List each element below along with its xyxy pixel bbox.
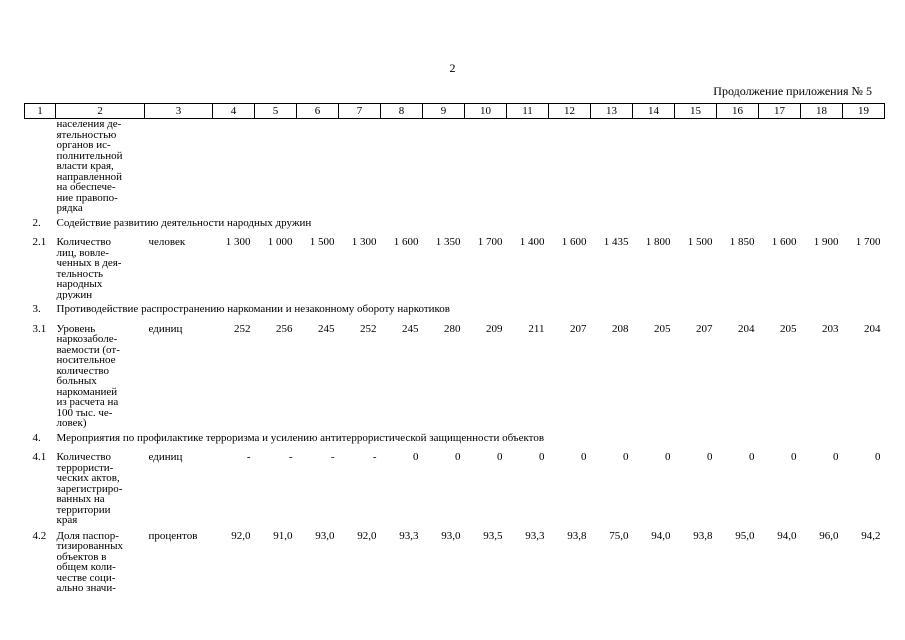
value-cell: 203 — [822, 322, 839, 335]
value-cell — [507, 119, 549, 214]
value-cell: 211 — [528, 322, 545, 335]
value-cell: 93,8 — [567, 529, 587, 542]
value-cell: 1 000 — [267, 236, 293, 248]
value-cell: 1 500 — [309, 236, 335, 248]
value-cell — [255, 119, 297, 214]
section-row — [25, 214, 885, 233]
value-cell: 0 — [581, 451, 587, 463]
header-cell: 7 — [339, 104, 381, 119]
value-cell: 252 — [360, 322, 377, 335]
value-cell — [297, 119, 339, 214]
value-cell: 0 — [497, 451, 503, 463]
value-cell: 0 — [749, 451, 755, 463]
value-cell — [591, 119, 633, 214]
unit: единиц — [148, 451, 183, 463]
value-cell: 0 — [833, 451, 839, 463]
value-cell: 95,0 — [735, 529, 755, 542]
value-cell: 1 300 — [351, 236, 377, 248]
header-cell: 14 — [633, 104, 675, 119]
indicator-name: Количество террористи- ческих актов, зарегистриро- ванных на территории края — [56, 451, 123, 526]
page-number: 2 — [449, 61, 456, 75]
header-cell: 8 — [381, 104, 423, 119]
header-cell: 18 — [801, 104, 843, 119]
value-cell: - — [246, 451, 251, 463]
value-cell: 1 700 — [855, 236, 881, 248]
value-cell: - — [288, 451, 293, 463]
value-cell: 0 — [413, 451, 419, 463]
row-number: 3. — [32, 303, 41, 315]
value-cell: 245 — [318, 322, 335, 335]
value-cell: 1 600 — [393, 236, 419, 248]
header-cell: 2 — [56, 104, 145, 119]
value-cell: 92,0 — [357, 529, 377, 542]
indicator-name: Уровень наркозаболе- ваемости (от- носительное количество больных наркоманией из расчета на 100 тыс. че- ловек) — [56, 322, 120, 429]
value-cell — [633, 119, 675, 214]
unit: процентов — [148, 529, 198, 542]
value-cell: - — [372, 451, 377, 463]
value-cell: 0 — [539, 451, 545, 463]
value-cell: 1 350 — [435, 236, 461, 248]
indicator-name: Доля паспор- тизированных объектов в общем коли- честве соци- ально значи- — [56, 529, 124, 594]
table-row — [25, 119, 885, 214]
value-cell — [801, 119, 843, 214]
unit — [145, 119, 213, 214]
row-number — [25, 119, 56, 214]
table-row — [25, 526, 885, 594]
indicators-table — [24, 103, 885, 594]
header-cell: 15 — [675, 104, 717, 119]
value-cell: 93,3 — [399, 529, 419, 542]
row-number: 2. — [32, 216, 41, 229]
header-cell: 10 — [465, 104, 507, 119]
value-cell: 92,0 — [231, 529, 251, 542]
value-cell: 0 — [665, 451, 671, 463]
value-cell: 1 500 — [687, 236, 713, 248]
value-cell: 93,8 — [693, 529, 713, 542]
section-title: Мероприятия по профилактике терроризма и усилению антитеррористической защищенности объектов — [56, 431, 545, 444]
header-cell: 5 — [255, 104, 297, 119]
row-number: 4.1 — [32, 451, 47, 463]
value-cell — [717, 119, 759, 214]
value-cell: 91,0 — [273, 529, 293, 542]
value-cell: 1 300 — [225, 236, 251, 248]
value-cell: - — [330, 451, 335, 463]
section-title: Противодействие распространению наркомании и незаконному обороту наркотиков — [56, 303, 451, 315]
value-cell: 1 600 — [561, 236, 587, 248]
value-cell — [675, 119, 717, 214]
value-cell: 245 — [402, 322, 419, 335]
value-cell: 204 — [864, 322, 881, 335]
row-number: 2.1 — [32, 236, 47, 248]
section-row — [25, 300, 885, 319]
value-cell: 209 — [486, 322, 503, 335]
unit: единиц — [148, 322, 183, 335]
value-cell — [759, 119, 801, 214]
value-cell: 0 — [791, 451, 797, 463]
header-cell: 17 — [759, 104, 801, 119]
header-cell: 11 — [507, 104, 549, 119]
value-cell: 0 — [455, 451, 461, 463]
table-row — [25, 232, 885, 300]
value-cell — [213, 119, 255, 214]
value-cell: 94,0 — [651, 529, 671, 542]
row-number: 3.1 — [32, 322, 47, 335]
value-cell: 204 — [738, 322, 755, 335]
header-cell: 12 — [549, 104, 591, 119]
table-header-row — [25, 104, 885, 119]
header-cell: 19 — [843, 104, 885, 119]
header-cell: 6 — [297, 104, 339, 119]
value-cell — [381, 119, 423, 214]
value-cell — [549, 119, 591, 214]
value-cell: 94,2 — [861, 529, 881, 542]
row-number: 4. — [32, 431, 41, 444]
header-cell: 3 — [145, 104, 213, 119]
value-cell: 93,0 — [315, 529, 335, 542]
value-cell: 0 — [623, 451, 629, 463]
value-cell — [339, 119, 381, 214]
header-cell: 13 — [591, 104, 633, 119]
value-cell: 208 — [612, 322, 629, 335]
value-cell: 75,0 — [609, 529, 629, 542]
value-cell: 93,5 — [483, 529, 503, 542]
value-cell: 1 900 — [813, 236, 839, 248]
table-row — [25, 319, 885, 429]
header-cell: 1 — [25, 104, 56, 119]
header-cell: 16 — [717, 104, 759, 119]
header-cell: 4 — [213, 104, 255, 119]
value-cell: 1 435 — [603, 236, 629, 248]
value-cell: 1 800 — [645, 236, 671, 248]
value-cell: 93,3 — [525, 529, 545, 542]
value-cell: 205 — [654, 322, 671, 335]
value-cell — [423, 119, 465, 214]
value-cell: 1 600 — [771, 236, 797, 248]
value-cell: 1 700 — [477, 236, 503, 248]
table-row — [25, 447, 885, 526]
value-cell — [465, 119, 507, 214]
value-cell: 207 — [696, 322, 713, 335]
value-cell: 93,0 — [441, 529, 461, 542]
value-cell: 256 — [276, 322, 293, 335]
continuation-caption: Продолжение приложения № 5 — [713, 84, 872, 98]
value-cell: 0 — [707, 451, 713, 463]
section-title: Содействие развитию деятельности народных дружин — [56, 216, 312, 229]
section-row — [25, 429, 885, 448]
value-cell: 207 — [570, 322, 587, 335]
value-cell — [843, 119, 885, 214]
value-cell: 94,0 — [777, 529, 797, 542]
indicator-name: населения де- ятельностью органов ис- полнительной власти края, направленной на обеспече- ние правопо- рядка — [56, 118, 123, 214]
value-cell: 1 400 — [519, 236, 545, 248]
value-cell: 205 — [780, 322, 797, 335]
header-cell: 9 — [423, 104, 465, 119]
value-cell: 280 — [444, 322, 461, 335]
indicator-name: Количество лиц, вовле- ченных в дея- тельность народных дружин — [56, 236, 122, 300]
value-cell: 252 — [234, 322, 251, 335]
value-cell: 96,0 — [819, 529, 839, 542]
row-number: 4.2 — [32, 529, 47, 542]
unit: человек — [148, 236, 186, 248]
value-cell: 0 — [875, 451, 881, 463]
value-cell: 1 850 — [729, 236, 755, 248]
